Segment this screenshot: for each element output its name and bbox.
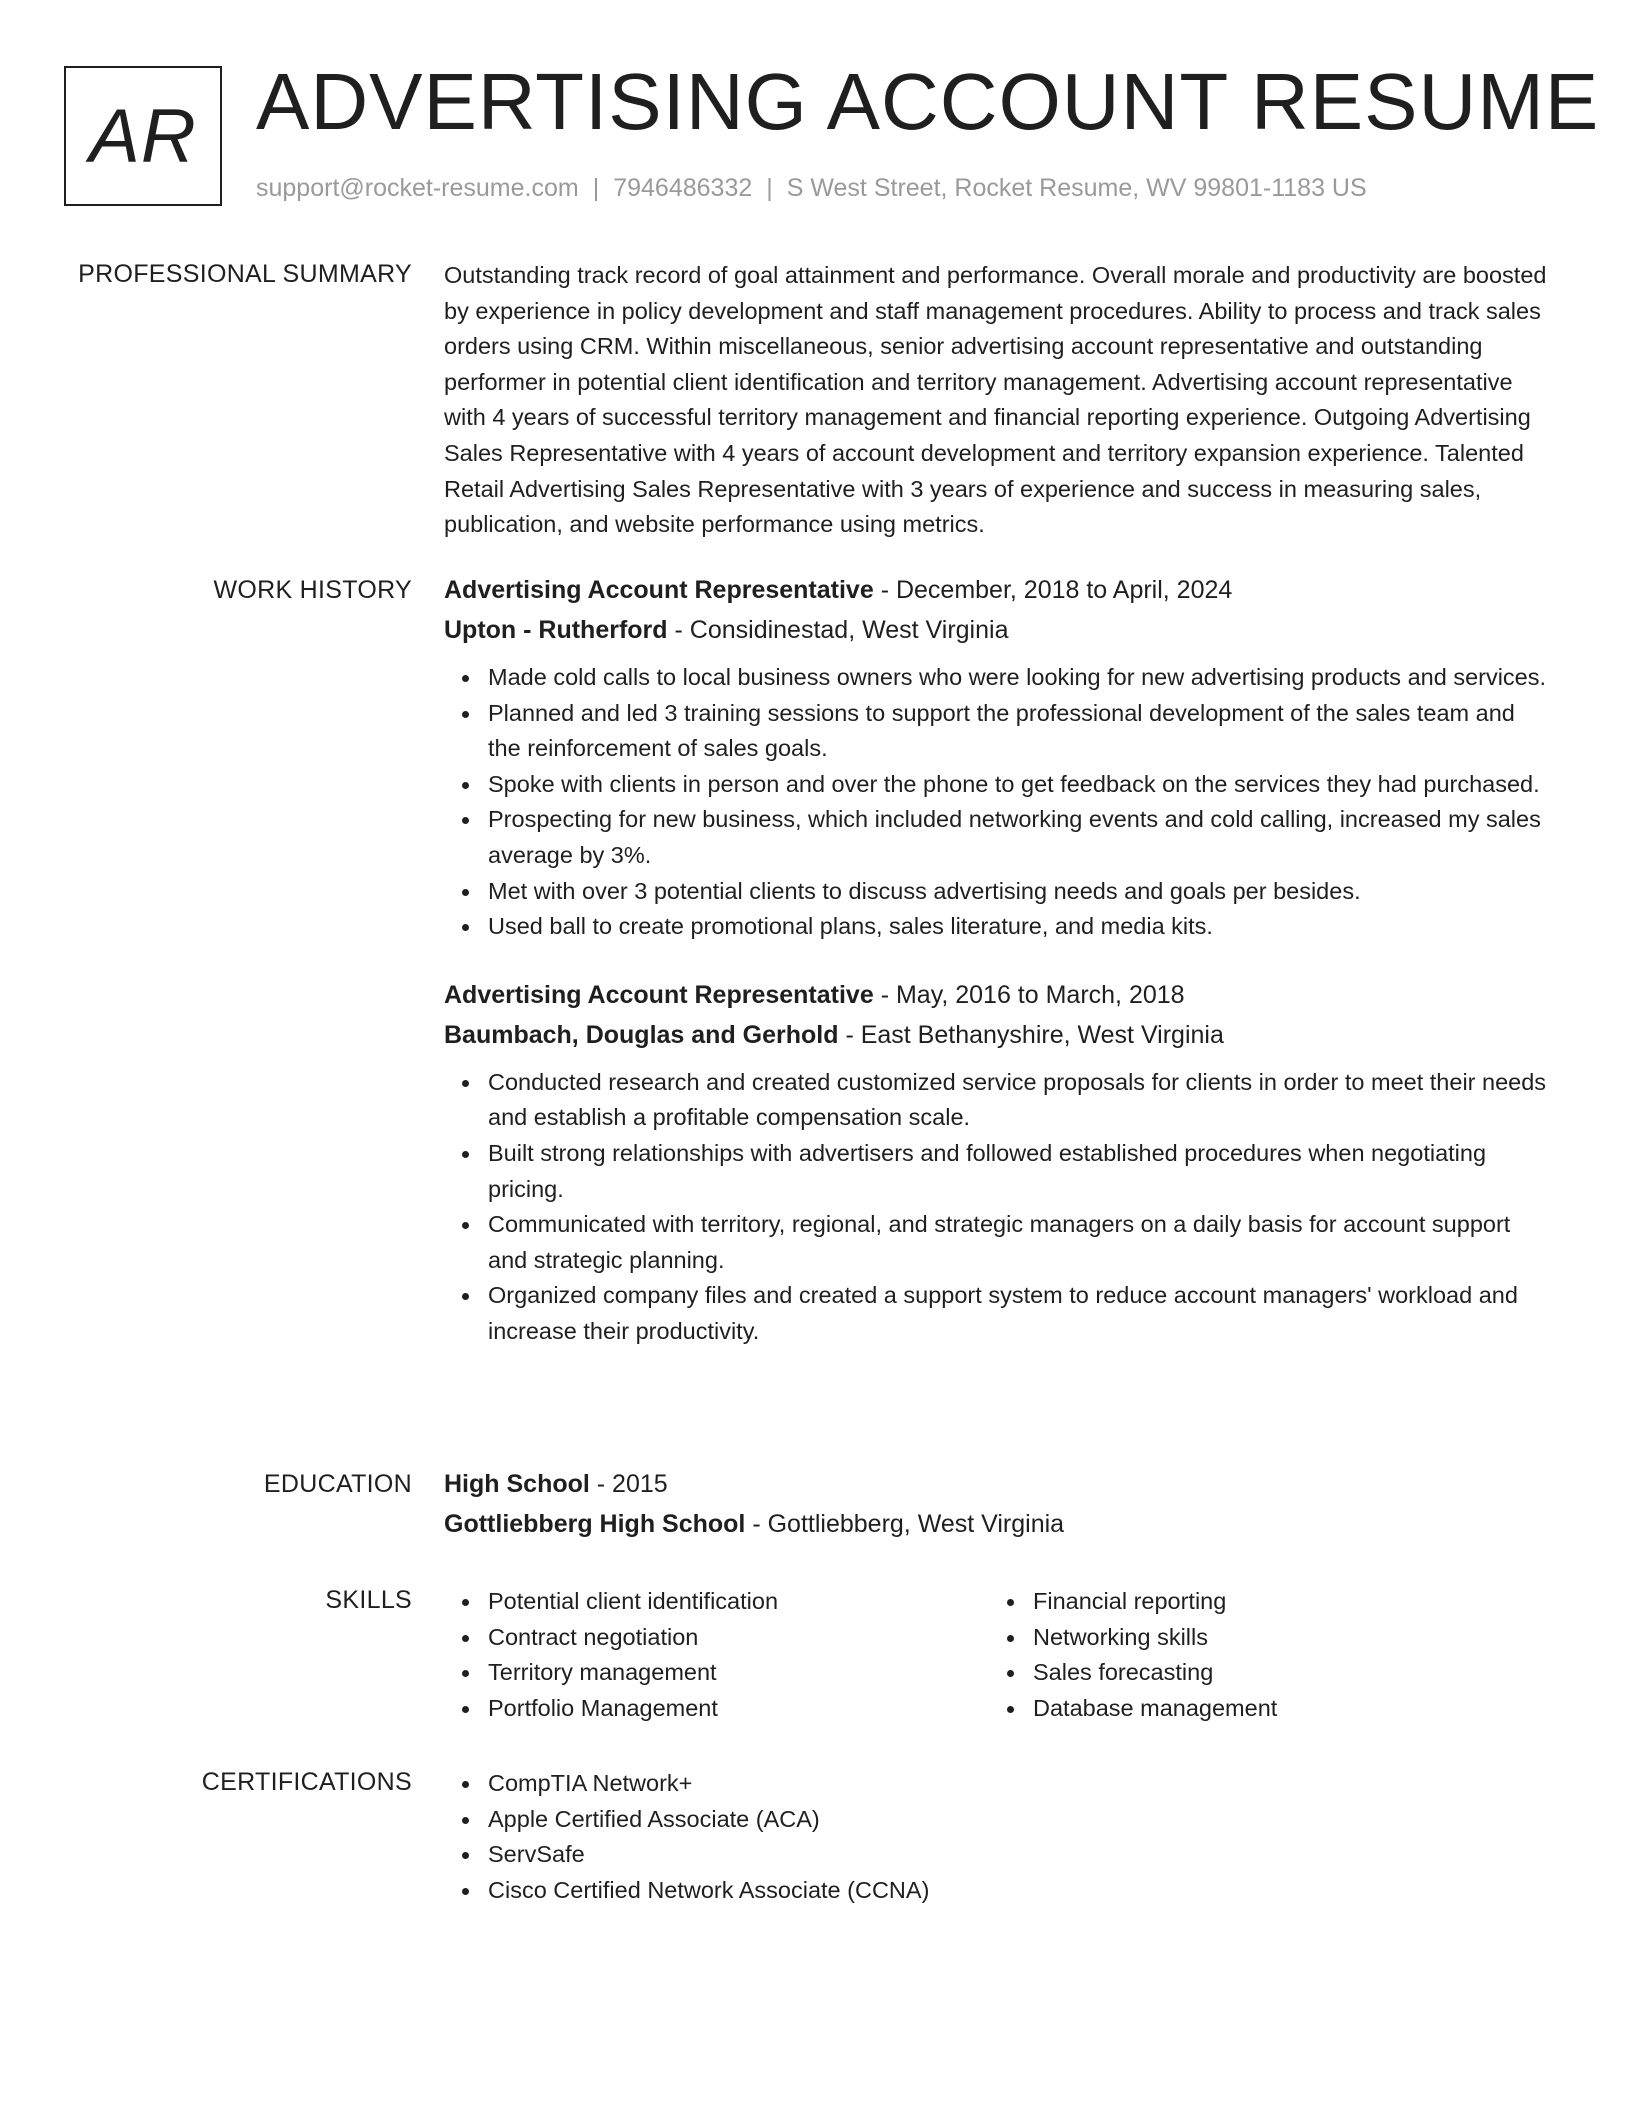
education-location: - Gottliebberg, West Virginia bbox=[745, 1510, 1065, 1538]
certification-item: Cisco Certified Network Associate (CCNA) bbox=[488, 1873, 1554, 1909]
contact-address: S West Street, Rocket Resume, WV 99801-1183 US bbox=[786, 174, 1367, 202]
monogram-initials: AR bbox=[89, 93, 197, 179]
summary-text: Outstanding track record of goal attainment and performance. Overall morale and productivity are boosted by experience in policy development and staff management procedures. Ability to process and track sales orders using CRM. Within miscellaneous, senior advertising account representative and outstanding performer in potential client identification and territory management. Advertising account representative with 4 years of successful territory management and financial reporting experience. Outgoing Advertising Sales Representative with 4 years of account development and territory expansion experience. Talented Retail Advertising Sales Representative with 3 years of experience and success in measuring sales, publication, and website performance using metrics. bbox=[444, 262, 1547, 538]
skills-list bbox=[444, 1584, 989, 1726]
skill-item: Sales forecasting bbox=[1033, 1655, 1534, 1691]
skills-body bbox=[444, 1584, 1554, 1726]
job-dates: - December, 2018 to April, 2024 bbox=[873, 576, 1233, 604]
skill-item: Contract negotiation bbox=[488, 1620, 989, 1656]
skills-column-right bbox=[989, 1584, 1534, 1726]
education-body bbox=[444, 1464, 1554, 1544]
job-location: - Considinestad, West Virginia bbox=[667, 616, 1009, 644]
job-bullets bbox=[444, 1065, 1554, 1350]
certification-item: CompTIA Network+ bbox=[488, 1766, 1554, 1802]
skills-grid bbox=[444, 1584, 1554, 1726]
job-entry bbox=[444, 975, 1554, 1350]
monogram-badge bbox=[64, 66, 222, 206]
education-school: Gottliebberg High School bbox=[444, 1510, 746, 1538]
work-history-heading: WORK HISTORY bbox=[213, 576, 412, 604]
job-entry bbox=[444, 570, 1554, 945]
job-location: - East Bethanyshire, West Virginia bbox=[838, 1020, 1224, 1049]
summary-body bbox=[444, 258, 1554, 543]
job-bullet: Organized company files and created a support system to reduce account managers' workload and increase their productivity. bbox=[488, 1278, 1554, 1349]
contact-line bbox=[256, 172, 1367, 204]
job-title: Advertising Account Representative bbox=[444, 576, 874, 604]
skill-item: Financial reporting bbox=[1033, 1584, 1534, 1620]
resume-title: ADVERTISING ACCOUNT RESUME bbox=[256, 57, 1600, 146]
contact-separator: | bbox=[766, 174, 773, 202]
job-dates: - May, 2016 to March, 2018 bbox=[873, 980, 1185, 1009]
job-bullet: Prospecting for new business, which included networking events and cold calling, increased my sales average by 3%. bbox=[488, 802, 1554, 873]
job-bullets bbox=[444, 660, 1554, 945]
contact-phone[interactable]: 7946486332 bbox=[613, 174, 753, 202]
job-company-line bbox=[444, 610, 1554, 650]
job-title: Advertising Account Representative bbox=[444, 980, 874, 1009]
work-history-body bbox=[444, 570, 1554, 1350]
contact-separator: | bbox=[592, 174, 600, 202]
certification-item: ServSafe bbox=[488, 1837, 1554, 1873]
job-company: Upton - Rutherford bbox=[444, 616, 668, 644]
certifications-heading: CERTIFICATIONS bbox=[201, 1768, 412, 1796]
job-bullet: Spoke with clients in person and over the phone to get feedback on the services they had purchased. bbox=[488, 767, 1554, 803]
job-bullet: Used ball to create promotional plans, sales literature, and media kits. bbox=[488, 909, 1554, 945]
job-bullet: Communicated with territory, regional, and strategic managers on a daily basis for account support and strategic planning. bbox=[488, 1207, 1554, 1278]
job-company: Baumbach, Douglas and Gerhold bbox=[444, 1020, 839, 1049]
job-bullet: Made cold calls to local business owners who were looking for new advertising products and services. bbox=[488, 660, 1554, 696]
contact-email[interactable]: support@rocket-resume.com bbox=[256, 174, 579, 202]
job-bullet: Built strong relationships with advertisers and followed established procedures when negotiating pricing. bbox=[488, 1136, 1554, 1207]
skill-item: Database management bbox=[1033, 1691, 1534, 1727]
job-title-line bbox=[444, 570, 1554, 610]
summary-heading: PROFESSIONAL SUMMARY bbox=[78, 260, 412, 288]
skill-item: Networking skills bbox=[1033, 1620, 1534, 1656]
job-bullet: Met with over 3 potential clients to discuss advertising needs and goals per besides. bbox=[488, 874, 1554, 910]
job-bullet: Conducted research and created customized service proposals for clients in order to meet their needs and establish a profitable compensation scale. bbox=[488, 1065, 1554, 1136]
skills-column-left bbox=[444, 1584, 989, 1726]
certifications-body bbox=[444, 1766, 1554, 1908]
job-title-line bbox=[444, 975, 1554, 1015]
certification-item: Apple Certified Associate (ACA) bbox=[488, 1802, 1554, 1838]
education-degree-line bbox=[444, 1464, 1554, 1504]
certifications-list bbox=[444, 1766, 1554, 1908]
skill-item: Potential client identification bbox=[488, 1584, 989, 1620]
education-degree: High School bbox=[444, 1470, 590, 1498]
skill-item: Portfolio Management bbox=[488, 1691, 989, 1727]
job-company-line bbox=[444, 1015, 1554, 1055]
education-heading: EDUCATION bbox=[263, 1470, 412, 1498]
skills-heading: SKILLS bbox=[325, 1586, 412, 1614]
skills-list bbox=[989, 1584, 1534, 1726]
education-school-line bbox=[444, 1504, 1554, 1544]
skill-item: Territory management bbox=[488, 1655, 989, 1691]
education-year: - 2015 bbox=[589, 1470, 668, 1498]
job-bullet: Planned and led 3 training sessions to support the professional development of the sales team and the reinforcement of sales goals. bbox=[488, 696, 1554, 767]
